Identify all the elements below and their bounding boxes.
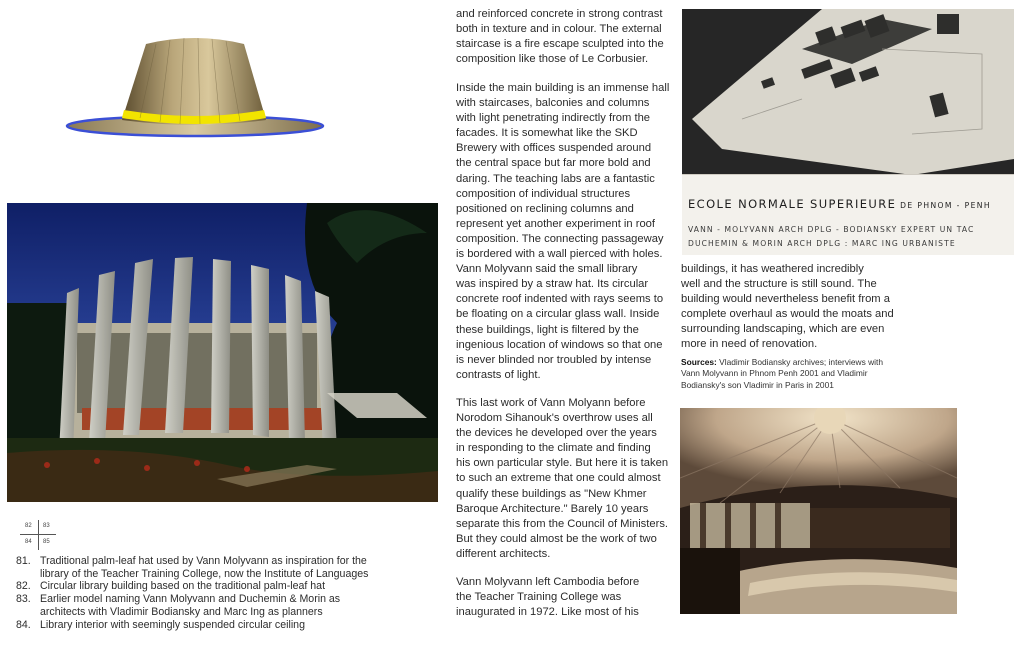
right-body-paragraph: buildings, it has weathered incredibly well and the structure is still sound. The building would nevertheless benefit from a complete overhaul as would the moats and surrounding landscaping, which are even more in need of renovation. xyxy=(681,263,894,351)
caption-81 xyxy=(16,555,386,580)
figure-index-82: 82 xyxy=(25,523,32,529)
library-interior-photo xyxy=(680,408,957,614)
caption-82 xyxy=(16,580,386,593)
caption-text: Circular library building based on the traditional palm-leaf hat xyxy=(40,580,326,593)
figure-index-grid xyxy=(20,520,56,550)
model-label-line-2: DUCHEMIN & MORIN ARCH DPLG : MARC ING URBANISTE xyxy=(688,239,956,248)
figure-index-85: 85 xyxy=(43,539,50,545)
model-label-title xyxy=(688,197,991,211)
sources-text: Vladimir Bodiansky archives; interviews with Vann Molyvann in Phnom Penh 2001 and Vladimir Bodiansky's son Vladimir in Paris in 2001 xyxy=(681,357,884,390)
caption-text: Library interior with seemingly suspended circular ceiling xyxy=(40,618,305,631)
caption-number: 81. xyxy=(16,555,31,567)
body-paragraph-2: Inside the main building is an immense hall with staircases, balconies and columns with light penetrating indirectly from the facades. It is somewhat like the SKD Brewery with offices suspended around the central space but far more bold and daring. The teaching labs are a fantastic composition of individual structures positioned on reclining columns and represent yet another experiment in roof composition. The connecting passageway is bordered with a wall pierced with holes. Vann Molyvann said the small library was inspired by a straw hat. Its circular concrete roof indented with rays seems to be floating on a circular glass wall. Inside these buildings, light is filtered by the ingenious location of windows so that one is never blinded nor troubled by intense contrasts of light. xyxy=(456,82,670,381)
figure-captions xyxy=(16,555,386,631)
caption-83 xyxy=(16,593,386,618)
sources-label: Sources: xyxy=(681,357,717,367)
figure-index-83: 83 xyxy=(43,523,50,529)
body-paragraph-4: Vann Molyvann left Cambodia before the Teacher Training College was inaugurated in 1972. Like most of his xyxy=(456,576,640,619)
circular-library-photo xyxy=(7,203,438,502)
body-paragraph-1: and reinforced concrete in strong contrast both in texture and in colour. The external staircase is a fire escape sculpted into the composition like those of Le Corbusier. xyxy=(456,8,664,66)
body-paragraph-3: This last work of Vann Molyann before Norodom Sihanouk's overthrow uses all the devices he developed over the years in responding to the climate and finding his own particular style. But here it is taken to such an extreme that one could almost qualify these buildings as "New Khmer Baroque Architecture." Barely 10 years separate this from the Council of Ministers. But they could almost be the work of two different architects. xyxy=(456,397,669,560)
figure-index-84: 84 xyxy=(25,539,32,545)
model-label-line-1: VANN - MOLYVANN ARCH DPLG - BODIANSKY EXPERT UN TAC xyxy=(688,225,975,234)
caption-number: 82. xyxy=(16,580,31,593)
model-label-title-main: ECOLE NORMALE SUPERIEURE xyxy=(688,197,897,211)
model-label-title-suffix: DE PHNOM - PENH xyxy=(896,201,991,210)
caption-text: Traditional palm-leaf hat used by Vann Molyvann as inspiration for the library of the Teacher Training College, now the Institute of Languages xyxy=(40,555,369,580)
sources-note xyxy=(681,357,901,391)
earlier-model-photo xyxy=(682,9,1014,255)
caption-number: 84. xyxy=(16,618,31,631)
palm-leaf-hat-image xyxy=(60,30,330,140)
model-label-plaque xyxy=(682,174,1014,255)
caption-84 xyxy=(16,619,386,632)
caption-text: Earlier model naming Vann Molyvann and Duchemin & Morin as architects with Vladimir Bodiansky and Marc Ing as planners xyxy=(40,593,341,618)
caption-number: 83. xyxy=(16,593,31,606)
